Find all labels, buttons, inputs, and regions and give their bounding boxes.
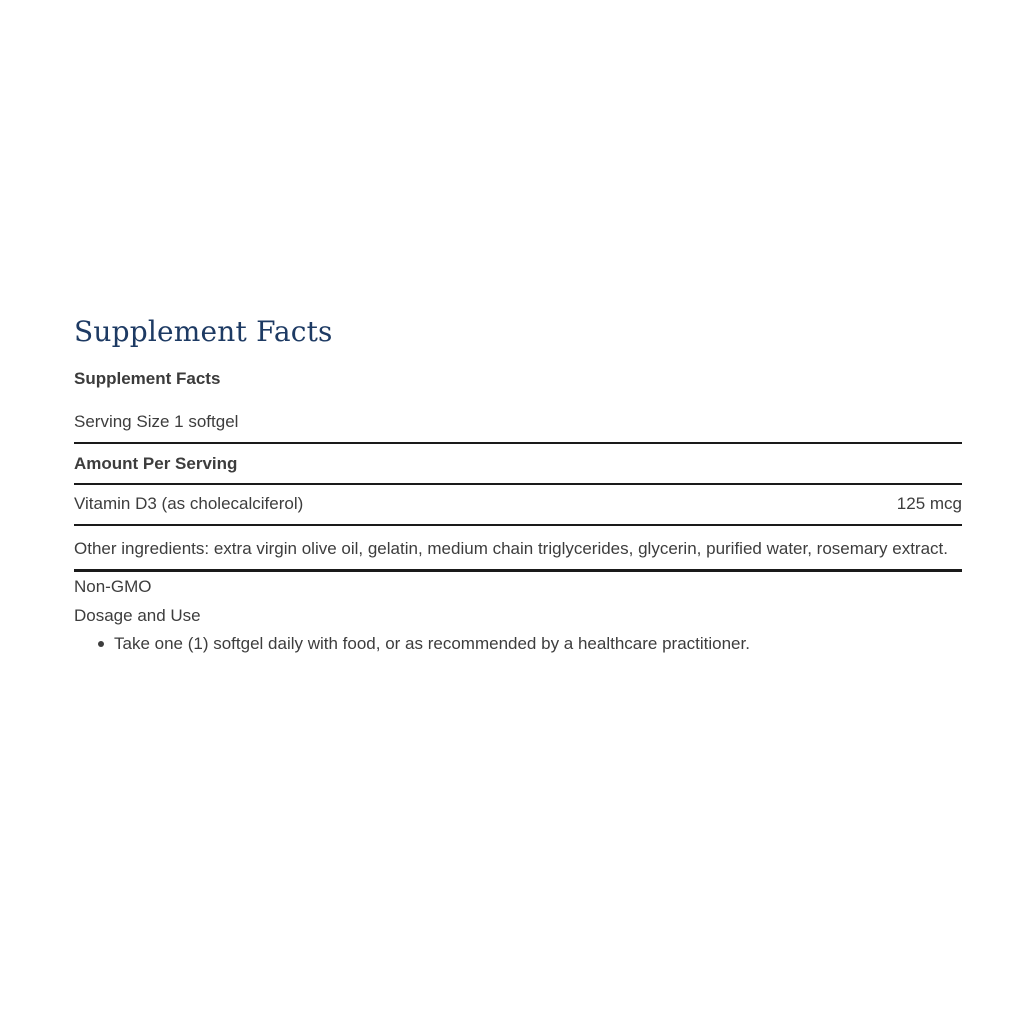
section-heading: Supplement Facts xyxy=(74,315,333,348)
dosage-list xyxy=(74,630,962,658)
serving-size: Serving Size 1 softgel xyxy=(74,411,962,444)
supplement-facts-panel xyxy=(74,310,962,658)
other-ingredients: Other ingredients: extra virgin olive oil, gelatin, medium chain triglycerides, glycerin, purified water, rosemary extract. xyxy=(74,526,962,572)
non-gmo-label: Non-GMO xyxy=(74,577,152,596)
amount-per-serving-header: Amount Per Serving xyxy=(74,444,962,485)
dosage-title: Dosage and Use xyxy=(74,606,201,625)
dosage-item-text: Take one (1) softgel daily with food, or as recommended by a healthcare practitioner. xyxy=(114,634,750,653)
nutrient-amount: 125 mcg xyxy=(896,494,962,513)
bullet-icon xyxy=(98,641,104,647)
facts-table-title: Supplement Facts xyxy=(74,369,221,388)
nutrient-row xyxy=(74,485,962,526)
dosage-item xyxy=(98,630,962,658)
nutrient-name: Vitamin D3 (as cholecalciferol) xyxy=(74,494,304,513)
